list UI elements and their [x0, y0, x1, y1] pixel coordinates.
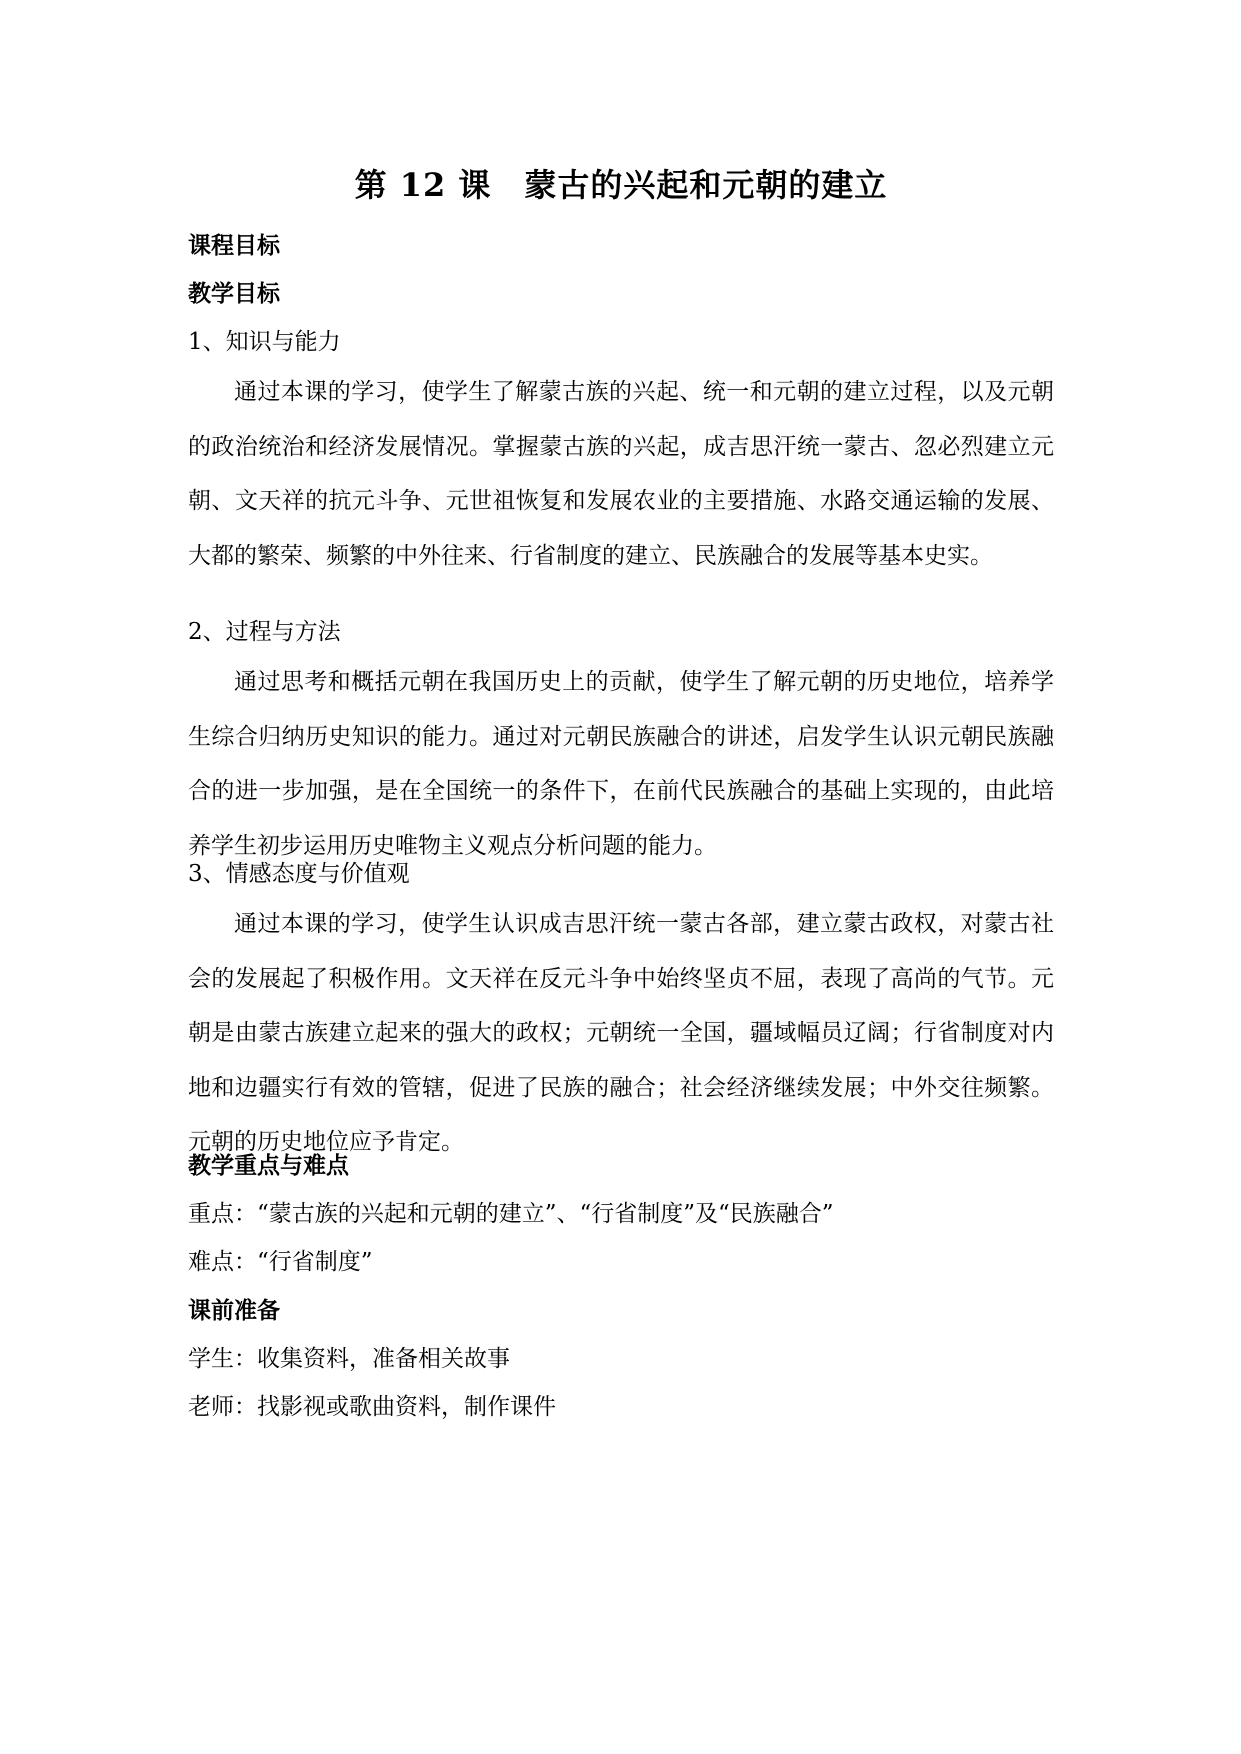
goal3-heading: 3、情感态度与价值观	[188, 861, 410, 887]
goal1-heading: 1、知识与能力	[188, 329, 341, 355]
key-points-heading: 教学重点与难点	[188, 1152, 349, 1179]
preparation-heading: 课前准备	[188, 1297, 280, 1324]
goal3-paragraph: 通过本课的学习，使学生认识成吉思汗统一蒙古各部，建立蒙古政权，对蒙古社会的发展起了积极作用。文天祥在反元斗争中始终坚贞不屈，表现了高尚的气节。元朝是由蒙古族建立起来的强大的政权；元朝统一全国，疆域幅员辽阔；行省制度对内地和边疆实行有效的管辖，促进了民族的融合；社会经济继续发展；中外交往频繁。元朝的历史地位应予肯定。	[188, 911, 1054, 1155]
student-prep-line: 学生：收集资料，准备相关故事	[188, 1346, 510, 1372]
lesson-title: 第 12 课 蒙古的兴起和元朝的建立	[354, 166, 888, 204]
goal2-heading: 2、过程与方法	[188, 619, 341, 645]
goal1-paragraph: 通过本课的学习，使学生了解蒙古族的兴起、统一和元朝的建立过程，以及元朝的政治统治和经济发展情况。掌握蒙古族的兴起，成吉思汗统一蒙古、忽必烈建立元朝、文天祥的抗元斗争、元世祖恢复和发展农业的主要措施、水路交通运输的发展、大都的繁荣、频繁的中外往来、行省制度的建立、民族融合的发展等基本史实。	[188, 379, 1054, 569]
key-point-line: 重点：“蒙古族的兴起和元朝的建立”、“行省制度”及“民族融合”	[188, 1201, 834, 1227]
teacher-prep-line: 老师：找影视或歌曲资料，制作课件	[188, 1394, 556, 1420]
teaching-goals-heading: 教学目标	[188, 280, 280, 307]
course-goals-heading: 课程目标	[188, 232, 280, 259]
difficult-point-line: 难点：“行省制度”	[188, 1249, 373, 1275]
goal2-paragraph: 通过思考和概括元朝在我国历史上的贡献，使学生了解元朝的历史地位，培养学生综合归纳历史知识的能力。通过对元朝民族融合的讲述，启发学生认识元朝民族融合的进一步加强，是在全国统一的条件下，在前代民族融合的基础上实现的，由此培养学生初步运用历史唯物主义观点分析问题的能力。	[188, 669, 1054, 859]
